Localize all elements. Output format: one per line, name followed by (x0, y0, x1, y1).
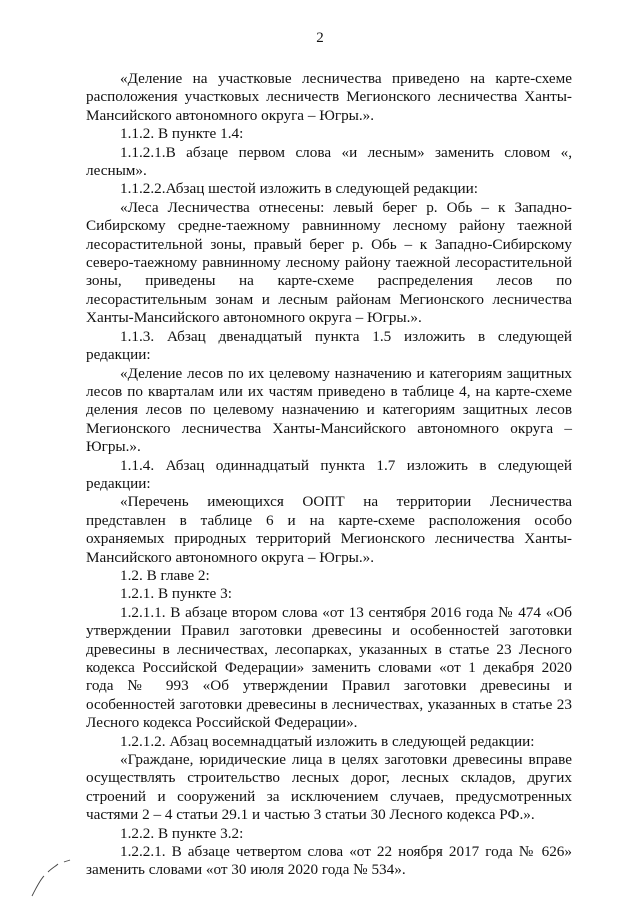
paragraph: 1.2.1.2. Абзац восемнадцатый изложить в следующей редакции: (120, 732, 535, 750)
paragraph: 1.1.2.2.Абзац шестой изложить в следующей редакции: (120, 180, 479, 198)
paragraph: 1.1.4. Абзац одиннадцатый пункта 1.7 изложить в следующей редакции: (86, 456, 572, 492)
document-body (86, 70, 572, 880)
paragraph: «Граждане, юридические лица в целях заготовки древесины вправе осуществлять строительство лесных дорог, лесных складов, других строений и сооружений за исключением случаев, предусмотренных частями 2 – 4 статьи 29.1 и частью 3 статьи 30 Лесного кодекса РФ.». (86, 751, 572, 824)
paragraph: 1.2.1.1. В абзаце втором слова «от 13 сентября 2016 года № 474 «Об утверждении Правил заготовки древесины и особенностей заготовки древесины в лесничествах, лесопарках, указанных в статье 23 Лесного кодекса Российской Федерации» заменить словами «от 1 декабря 2020 года № 993 «Об утверждении Правил заготовки древесины и особенностей заготовки древесины в лесничествах, указанных в статье 23 Лесного кодекса Российской Федерации». (86, 603, 572, 732)
paragraph: «Перечень имеющихся ООПТ на территории Лесничества представлен в таблице 6 и на карте-схеме расположения особо охраняемых природных территорий Мегионского лесничества Ханты-Мансийского автономного округа – Югры.». (86, 493, 572, 566)
pen-mark (28, 858, 78, 898)
paragraph: 1.1.3. Абзац двенадцатый пункта 1.5 изложить в следующей редакции: (86, 327, 572, 364)
paragraph: «Деление лесов по их целевому назначению и категориям защитных лесов по кварталам или их частям приведено в таблице 4, на карте-схеме деления лесов по целевому назначению и категориям защитных лесов Мегионского лесничества Ханты-Мансийского автономного округа – Югры.». (86, 364, 572, 456)
paragraph: 1.2.1. В пункте 3: (120, 585, 232, 603)
paragraph: «Леса Лесничества отнесены: левый берег р. Обь – к Западно-Сибирскому средне-таежному равнинному лесному району таежной лесорастительной зоны, правый берег р. Обь – к Западно-Сибирскому северо-таежному равнинному лесному району таежной лесорастительной зоны, приведены на карте-схеме распределения лесов по лесорастительным зонам и лесным районам Мегионского лесничества Ханты-Мансийского автономного округа – Югры.». (86, 198, 572, 327)
paragraph: 1.1.2.1.В абзаце первом слова «и лесным» заменить словом «, лесным». (86, 143, 572, 180)
paragraph: 1.2.2. В пункте 3.2: (120, 824, 244, 842)
paragraph: 1.2. В главе 2: (120, 566, 210, 584)
paragraph: «Деление на участковые лесничества приведено на карте-схеме расположения участковых лесничеств Мегионского лесничества Ханты-Мансийского автономного округа – Югры.». (86, 70, 572, 124)
paragraph: 1.2.2.1. В абзаце четвертом слова «от 22 ноября 2017 года № 626» заменить словами «от 30 июля 2020 года № 534». (86, 843, 572, 879)
page-number: 2 (316, 30, 324, 46)
paragraph: 1.1.2. В пункте 1.4: (120, 125, 244, 143)
